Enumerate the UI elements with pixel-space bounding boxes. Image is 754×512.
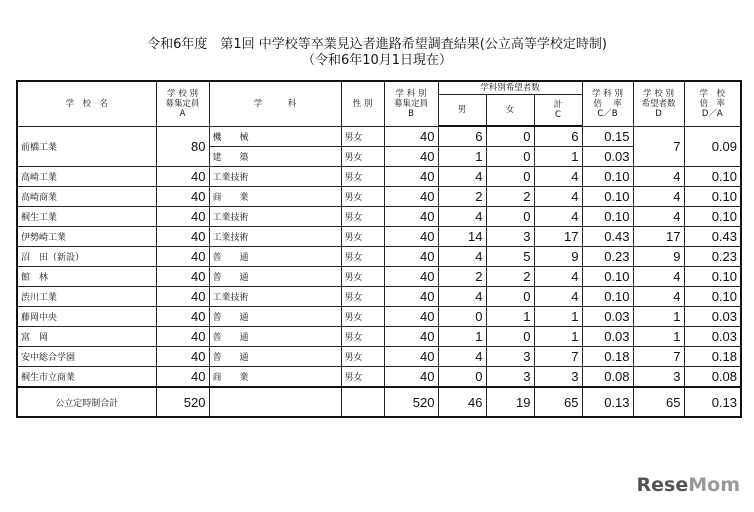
table-row	[17, 287, 741, 307]
header-ratio-da: 学 校 倍 率 D／A	[684, 81, 741, 126]
gender: 男女	[341, 167, 384, 187]
gender: 男女	[341, 207, 384, 227]
capacity-a: 40	[156, 347, 209, 367]
male-applicants: 2	[438, 187, 486, 207]
total-label: 公立定時制合計	[17, 387, 156, 417]
female-applicants: 0	[486, 126, 534, 147]
female-applicants: 5	[486, 247, 534, 267]
header-female: 女	[486, 95, 534, 127]
school-name: 高崎商業	[17, 187, 156, 207]
ratio-da: 0.23	[684, 247, 741, 267]
gender: 男女	[341, 287, 384, 307]
capacity-b: 40	[384, 367, 438, 388]
capacity-a: 80	[156, 126, 209, 167]
ratio-da: 0.18	[684, 347, 741, 367]
ratio-cb: 0.10	[582, 207, 633, 227]
ratio-da: 0.09	[684, 126, 741, 167]
header-school: 学 校 名	[17, 81, 156, 126]
total-applicants-c: 4	[534, 267, 582, 287]
table-row	[17, 126, 741, 147]
gender: 男女	[341, 227, 384, 247]
female-applicants: 3	[486, 227, 534, 247]
table-row	[17, 167, 741, 187]
document-title: 令和6年度 第1回 中学校等卒業見込者進路希望調査結果(公立高等学校定時制)	[147, 37, 607, 52]
ratio-cb: 0.10	[582, 267, 633, 287]
table-row	[17, 227, 741, 247]
male-applicants: 6	[438, 126, 486, 147]
male-applicants: 4	[438, 167, 486, 187]
total-applicants-c: 3	[534, 367, 582, 388]
document-subtitle: （令和6年10月1日現在）	[301, 53, 453, 68]
school-name: 桐生市立商業	[17, 367, 156, 388]
total-da: 0.13	[684, 387, 741, 417]
capacity-a: 40	[156, 267, 209, 287]
total-b: 520	[384, 387, 438, 417]
header-capacity-a: 学 校 別 募集定員 A	[156, 81, 209, 126]
department: 普 通	[209, 247, 341, 267]
total-applicants-c: 1	[534, 307, 582, 327]
ratio-cb: 0.23	[582, 247, 633, 267]
capacity-a: 40	[156, 187, 209, 207]
ratio-da: 0.08	[684, 367, 741, 388]
school-applicants-d: 3	[633, 367, 684, 388]
department: 普 通	[209, 267, 341, 287]
male-applicants: 14	[438, 227, 486, 247]
school-applicants-d: 7	[633, 126, 684, 167]
male-applicants: 4	[438, 247, 486, 267]
school-applicants-d: 4	[633, 287, 684, 307]
gender: 男女	[341, 247, 384, 267]
school-applicants-d: 4	[633, 167, 684, 187]
female-applicants: 0	[486, 147, 534, 167]
department: 機 械	[209, 126, 341, 147]
header-ratio-cb: 学 科 別 倍 率 C／B	[582, 81, 633, 126]
female-applicants: 1	[486, 307, 534, 327]
school-applicants-d: 4	[633, 207, 684, 227]
capacity-a: 40	[156, 227, 209, 247]
female-applicants: 0	[486, 287, 534, 307]
capacity-b: 40	[384, 167, 438, 187]
department: 工業技術	[209, 207, 341, 227]
school-applicants-d: 7	[633, 347, 684, 367]
total-applicants-c: 4	[534, 287, 582, 307]
department: 建 築	[209, 147, 341, 167]
capacity-b: 40	[384, 267, 438, 287]
header-applicants-group: 学科別希望者数	[438, 81, 582, 95]
total-applicants-c: 4	[534, 167, 582, 187]
ratio-cb: 0.18	[582, 347, 633, 367]
total-c: 65	[534, 387, 582, 417]
gender: 男女	[341, 147, 384, 167]
capacity-b: 40	[384, 147, 438, 167]
ratio-cb: 0.03	[582, 307, 633, 327]
school-applicants-d: 9	[633, 247, 684, 267]
capacity-a: 40	[156, 287, 209, 307]
male-applicants: 4	[438, 207, 486, 227]
female-applicants: 0	[486, 327, 534, 347]
capacity-a: 40	[156, 367, 209, 388]
gender: 男女	[341, 367, 384, 388]
table-row	[17, 207, 741, 227]
total-female: 19	[486, 387, 534, 417]
table-row	[17, 187, 741, 207]
table-row	[17, 247, 741, 267]
capacity-a: 40	[156, 327, 209, 347]
gender: 男女	[341, 267, 384, 287]
total-applicants-c: 4	[534, 187, 582, 207]
female-applicants: 2	[486, 267, 534, 287]
empty-cell	[341, 387, 384, 417]
table-row	[17, 267, 741, 287]
school-name: 前橋工業	[17, 126, 156, 167]
table-row	[17, 307, 741, 327]
total-applicants-c: 4	[534, 207, 582, 227]
capacity-b: 40	[384, 287, 438, 307]
school-applicants-d: 4	[633, 267, 684, 287]
header-school-applicants-d: 学 校 別 希望者数 D	[633, 81, 684, 126]
ratio-cb: 0.03	[582, 147, 633, 167]
total-d: 65	[633, 387, 684, 417]
ratio-da: 0.10	[684, 287, 741, 307]
school-name: 沼 田（新設）	[17, 247, 156, 267]
header-total-c: 計 C	[534, 95, 582, 127]
capacity-b: 40	[384, 187, 438, 207]
school-name: 藤岡中央	[17, 307, 156, 327]
total-applicants-c: 1	[534, 327, 582, 347]
header-dept: 学 科	[209, 81, 341, 126]
department: 商 業	[209, 367, 341, 388]
capacity-b: 40	[384, 307, 438, 327]
male-applicants: 1	[438, 327, 486, 347]
school-applicants-d: 4	[633, 187, 684, 207]
ratio-da: 0.03	[684, 327, 741, 347]
gender: 男女	[341, 187, 384, 207]
ratio-da: 0.03	[684, 307, 741, 327]
school-name: 桐生工業	[17, 207, 156, 227]
table-row	[17, 327, 741, 347]
header-male: 男	[438, 95, 486, 127]
department: 普 通	[209, 327, 341, 347]
female-applicants: 0	[486, 167, 534, 187]
total-applicants-c: 9	[534, 247, 582, 267]
ratio-da: 0.43	[684, 227, 741, 247]
school-name: 高崎工業	[17, 167, 156, 187]
capacity-a: 40	[156, 307, 209, 327]
ratio-cb: 0.10	[582, 287, 633, 307]
empty-cell	[209, 387, 341, 417]
school-name: 富 岡	[17, 327, 156, 347]
total-row	[17, 387, 741, 417]
results-table	[16, 80, 742, 418]
ratio-da: 0.10	[684, 167, 741, 187]
capacity-b: 40	[384, 247, 438, 267]
male-applicants: 2	[438, 267, 486, 287]
ratio-cb: 0.43	[582, 227, 633, 247]
capacity-a: 40	[156, 207, 209, 227]
gender: 男女	[341, 347, 384, 367]
ratio-da: 0.10	[684, 267, 741, 287]
total-cb: 0.13	[582, 387, 633, 417]
capacity-a: 40	[156, 167, 209, 187]
total-applicants-c: 6	[534, 126, 582, 147]
school-name: 安中総合学園	[17, 347, 156, 367]
school-applicants-d: 1	[633, 327, 684, 347]
female-applicants: 3	[486, 367, 534, 388]
male-applicants: 4	[438, 287, 486, 307]
capacity-b: 40	[384, 207, 438, 227]
ratio-da: 0.10	[684, 207, 741, 227]
total-applicants-c: 7	[534, 347, 582, 367]
ratio-cb: 0.10	[582, 187, 633, 207]
gender: 男女	[341, 126, 384, 147]
ratio-cb: 0.10	[582, 167, 633, 187]
female-applicants: 0	[486, 207, 534, 227]
department: 普 通	[209, 307, 341, 327]
gender: 男女	[341, 307, 384, 327]
school-applicants-d: 17	[633, 227, 684, 247]
male-applicants: 0	[438, 307, 486, 327]
ratio-cb: 0.03	[582, 327, 633, 347]
department: 工業技術	[209, 227, 341, 247]
ratio-cb: 0.08	[582, 367, 633, 388]
capacity-b: 40	[384, 126, 438, 147]
total-male: 46	[438, 387, 486, 417]
ratio-cb: 0.15	[582, 126, 633, 147]
school-applicants-d: 1	[633, 307, 684, 327]
school-name: 渋川工業	[17, 287, 156, 307]
capacity-a: 40	[156, 247, 209, 267]
department: 普 通	[209, 347, 341, 367]
total-applicants-c: 17	[534, 227, 582, 247]
female-applicants: 3	[486, 347, 534, 367]
female-applicants: 2	[486, 187, 534, 207]
table-row	[17, 367, 741, 388]
male-applicants: 4	[438, 347, 486, 367]
male-applicants: 1	[438, 147, 486, 167]
school-name: 館 林	[17, 267, 156, 287]
capacity-b: 40	[384, 347, 438, 367]
header-gender: 性 別	[341, 81, 384, 126]
total-applicants-c: 1	[534, 147, 582, 167]
gender: 男女	[341, 327, 384, 347]
department: 商 業	[209, 187, 341, 207]
school-name: 伊勢崎工業	[17, 227, 156, 247]
capacity-b: 40	[384, 227, 438, 247]
male-applicants: 0	[438, 367, 486, 388]
capacity-b: 40	[384, 327, 438, 347]
resemom-watermark-logo: ReseMom	[636, 474, 740, 496]
ratio-da: 0.10	[684, 187, 741, 207]
department: 工業技術	[209, 167, 341, 187]
department: 工業技術	[209, 287, 341, 307]
table-row	[17, 347, 741, 367]
header-capacity-b: 学 科 別 募集定員 B	[384, 81, 438, 126]
total-capacity-a: 520	[156, 387, 209, 417]
